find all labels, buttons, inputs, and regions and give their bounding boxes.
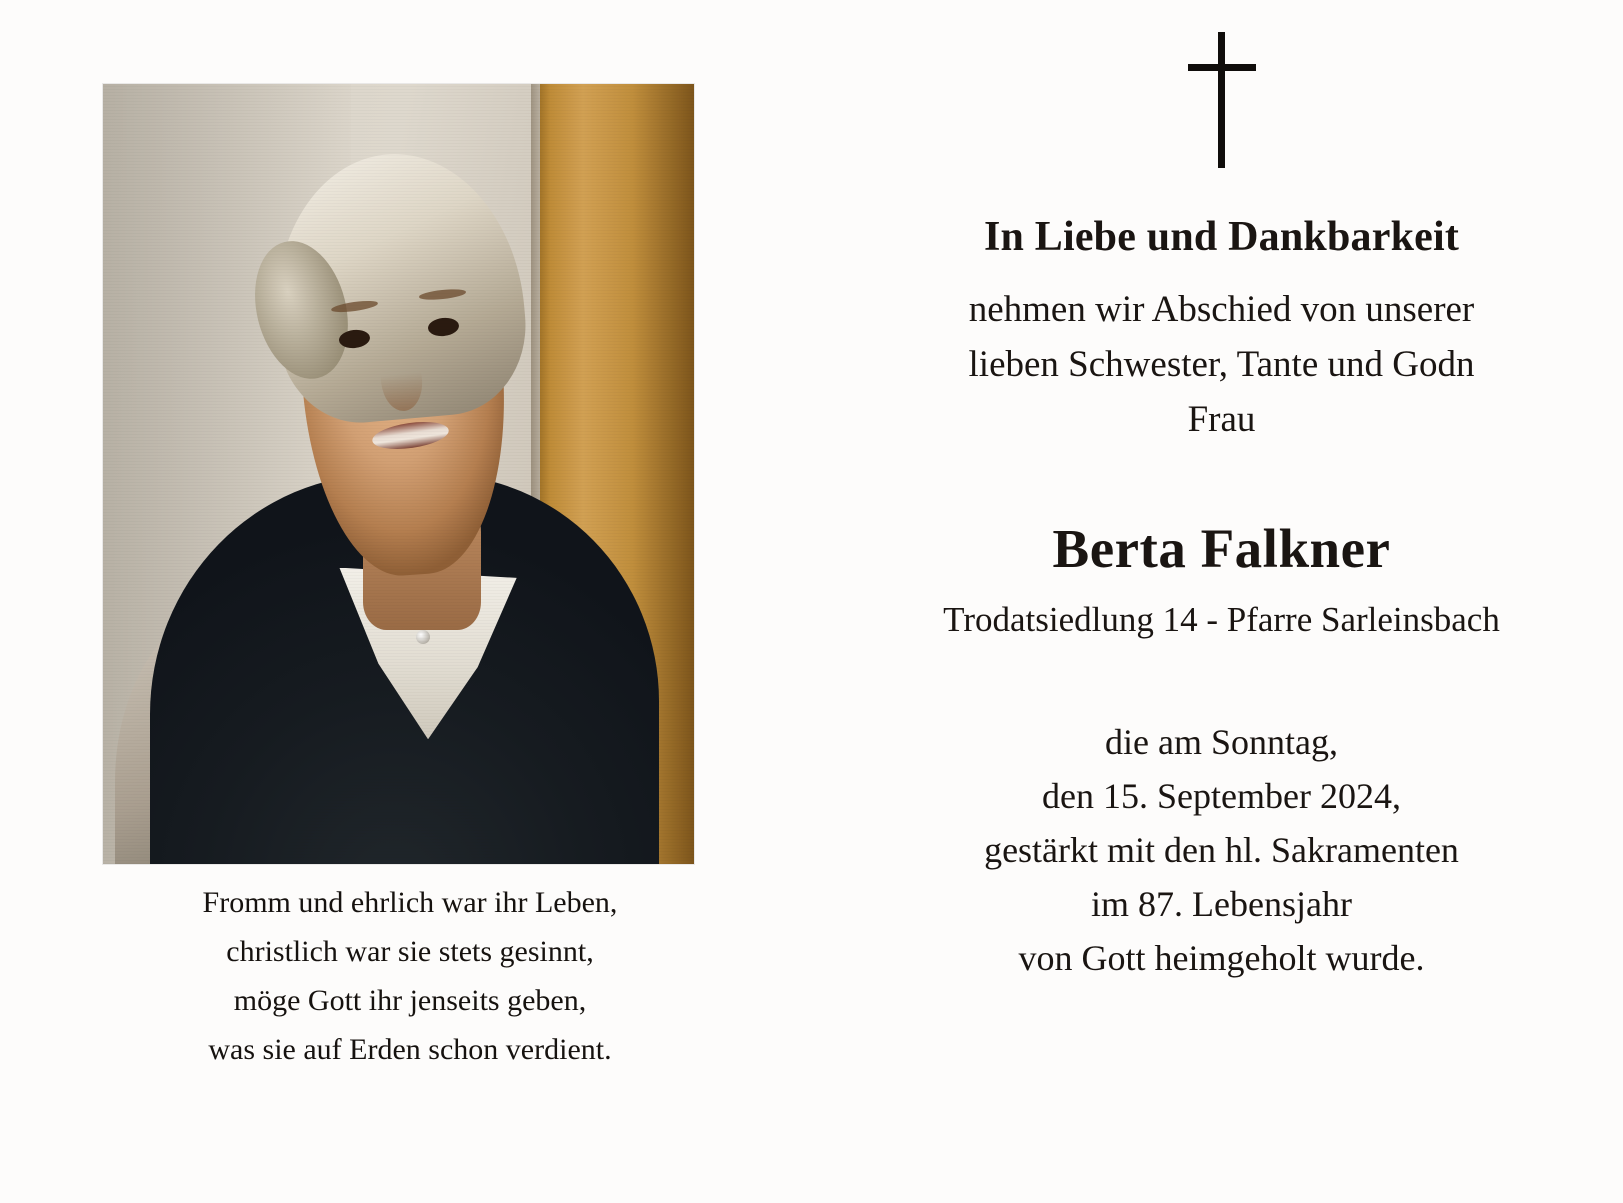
death-details [820,715,1623,985]
portrait-photo [103,84,694,864]
death-line: gestärkt mit den hl. Sakramenten [984,830,1459,870]
verse-line: Fromm und ehrlich war ihr Leben, [202,886,618,919]
intro-line: lieben Schwester, Tante und Godn [968,344,1475,385]
verse-line: möge Gott ihr jenseits geben, [233,984,587,1017]
intro-text [820,282,1623,447]
christian-cross-icon [1182,30,1262,170]
death-line: die am Sonntag, [1105,722,1338,762]
death-line: den 15. September 2024, [1042,776,1401,816]
headline: In Liebe und Dankbarkeit [983,214,1460,260]
memorial-verse [0,878,820,1074]
death-line: von Gott heimgeholt wurde. [1018,938,1425,978]
verse-line: christlich war sie stets gesinnt, [226,935,594,968]
death-line: im 87. Lebensjahr [1091,884,1352,924]
intro-line: Frau [1187,399,1256,440]
deceased-name: Berta Falkner [1052,518,1391,579]
right-column [820,0,1623,1203]
deceased-address: Trodatsiedlung 14 - Pfarre Sarleinsbach [943,600,1500,639]
intro-line: nehmen wir Abschied von unserer [968,289,1475,330]
verse-line: was sie auf Erden schon verdient. [208,1033,612,1066]
